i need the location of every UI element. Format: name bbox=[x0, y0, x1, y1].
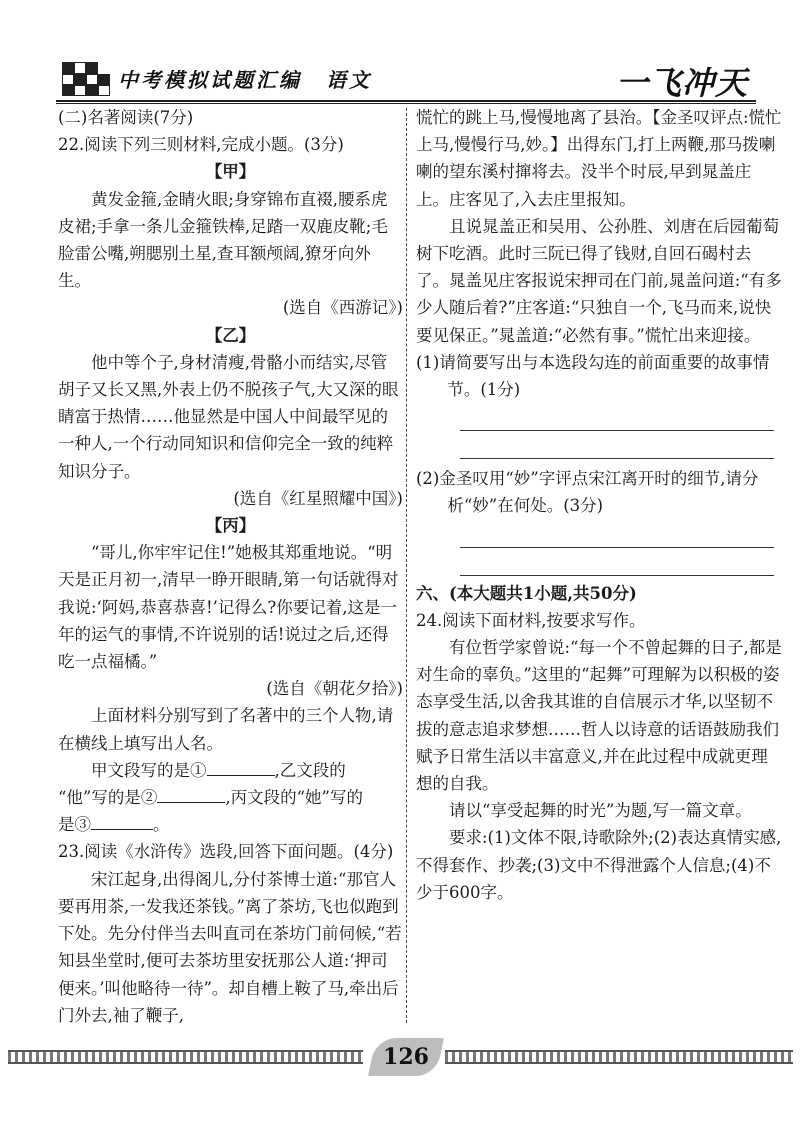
yi-label: 【乙】 bbox=[205, 325, 256, 345]
fill-2-text-b: ,丙文段的“她”写的 bbox=[225, 788, 363, 808]
answer-blank-1[interactable] bbox=[207, 757, 275, 776]
page-number: 126 bbox=[383, 1044, 429, 1070]
footer-band-right bbox=[445, 1050, 793, 1064]
fill-1-text-a: 甲文段写的是① bbox=[91, 760, 207, 780]
yi-text: 他中等个子,身材清瘦,骨骼小而结实,尽管胡子又长又黑,外表上仍不脱孩子气,大又深的眼睛富于热情……他显然是中国人中间最罕见的一种人,一个行动同知识和信仰完全一致的纯粹知识分子。 bbox=[58, 352, 399, 481]
page-header bbox=[0, 0, 800, 100]
bing-text: “哥儿,你牢牢记住!”她极其郑重地说。“明天是正月初一,清早一睁开眼睛,第一句话就得对我说:‘阿妈,恭喜恭喜!’记得么?你要记着,这是一年的运气的事情,不许说别的话!说过之后,还得吃一点福橘。” bbox=[58, 543, 399, 672]
q23-continued: 慌忙的跳上马,慢慢地离了县治。【金圣叹评点:慌忙上马,慢慢行马,妙。】出得东门,打上两鞭,那马拨喇喇的望东溪村撺将去。没半个时辰,早到晁盖庄上。庄客见了,入去庄里报知。 bbox=[416, 108, 782, 209]
q24-prompt: 24.阅读下面材料,按要求写作。 bbox=[416, 610, 646, 630]
sub-question-2: (2)金圣叹用“妙”字评点宋江离开时的细节,请分析“妙”在何处。(3分) bbox=[416, 469, 759, 516]
page-footer bbox=[0, 1030, 800, 1090]
section-six-title: 六、(本大题共1小题,共50分) bbox=[416, 583, 637, 603]
answer-line[interactable] bbox=[460, 548, 774, 576]
fill-3-text-b: 。 bbox=[153, 815, 170, 835]
right-column bbox=[416, 104, 784, 906]
left-column bbox=[58, 104, 403, 1029]
q22-prompt: 22.阅读下列三则材料,完成小题。(3分) bbox=[58, 135, 344, 155]
series-title: 中考模拟试题汇编 bbox=[118, 68, 302, 92]
footer-band-left bbox=[8, 1050, 363, 1064]
header-rule bbox=[56, 100, 756, 102]
sub-question-1: (1)请简要写出与本选段勾连的前面重要的故事情节。(1分) bbox=[416, 352, 770, 400]
fill-line-3 bbox=[58, 811, 403, 838]
answer-line[interactable] bbox=[460, 520, 774, 548]
section-title: (二)名著阅读(7分) bbox=[58, 108, 194, 127]
jia-text: 黄发金箍,金睛火眼;身穿锦布直裰,腰系虎皮裙;手拿一条儿金箍铁棒,足踏一双鹿皮靴;毛脸雷公嘴,朔腮别土星,查耳额颅阔,獠牙向外生。 bbox=[58, 189, 388, 291]
fill-1-text-b: ,乙文段的 bbox=[274, 760, 346, 780]
q23-text: 宋江起身,出得阁儿,分付茶博士道:“那官人要再用茶,一发我还茶钱。”离了茶坊,飞也似跑到下处。先分付伴当去叫直司在茶坊门前伺候,“若知县坐堂时,便可去茶坊里安抚那公人道:‘押司便来。’叫他略待一待”。却自槽上鞍了马,牵出后门外去,袖了鞭子, bbox=[58, 869, 402, 1025]
q23-paragraph-2: 且说晁盖正和吴用、公孙胜、刘唐在后园葡萄树下吃酒。此时三阮已得了钱财,自回石碣村去了。晁盖见庄客报说宋押司在门前,晁盖问道:“有多少人随后着?”庄客道:“只独自一个,飞马而来,说快要见保正。”晁盖道:“必然有事。”慌忙出来迎接。 bbox=[416, 216, 782, 345]
answer-blank-3[interactable] bbox=[91, 811, 153, 830]
yi-source: (选自《红星照耀中国》) bbox=[233, 488, 403, 508]
q23-prompt: 23.阅读《水浒传》选段,回答下面问题。(4分) bbox=[58, 842, 394, 862]
q24-requirements: 要求:(1)文体不限,诗歌除外;(2)表达真情实感,不得套作、抄袭;(3)文中不得泄露个人信息;(4)不少于600字。 bbox=[416, 828, 782, 902]
subject-label: 语文 bbox=[326, 68, 372, 92]
bing-label: 【丙】 bbox=[205, 516, 256, 536]
fill-line-2 bbox=[58, 784, 403, 811]
column-divider bbox=[406, 108, 407, 1023]
fill-line-1 bbox=[58, 757, 403, 784]
brand-logo: 一飞冲天 bbox=[615, 64, 748, 102]
fill-3-text-a: 是③ bbox=[58, 815, 91, 835]
book-title bbox=[118, 64, 372, 93]
fill-2-text-a: “他”写的是② bbox=[58, 788, 158, 808]
jia-source: (选自《西游记》) bbox=[282, 298, 403, 318]
answer-blank-2[interactable] bbox=[157, 784, 225, 803]
answer-line[interactable] bbox=[460, 431, 774, 459]
bing-source: (选自《朝花夕拾》) bbox=[266, 679, 403, 699]
answer-line[interactable] bbox=[460, 403, 774, 431]
jia-label: 【甲】 bbox=[205, 162, 256, 182]
q22-instruction: 上面材料分别写到了名著中的三个人物,请在横线上填写出人名。 bbox=[58, 706, 394, 753]
page-number-badge bbox=[368, 1038, 444, 1076]
q24-task: 请以“享受起舞的时光”为题,写一篇文章。 bbox=[449, 801, 752, 821]
q24-material: 有位哲学家曾说:“每一个不曾起舞的日子,都是对生命的辜负。”这里的“起舞”可理解为以积极的姿态享受生活,以舍我其谁的自信展示才华,以坚韧不拔的意志追求梦想……哲人以诗意的话语鼓励我们赋予日常生活以丰富意义,并在此过程中成就更理想的自我。 bbox=[416, 638, 782, 794]
checker-logo-icon bbox=[62, 62, 112, 96]
